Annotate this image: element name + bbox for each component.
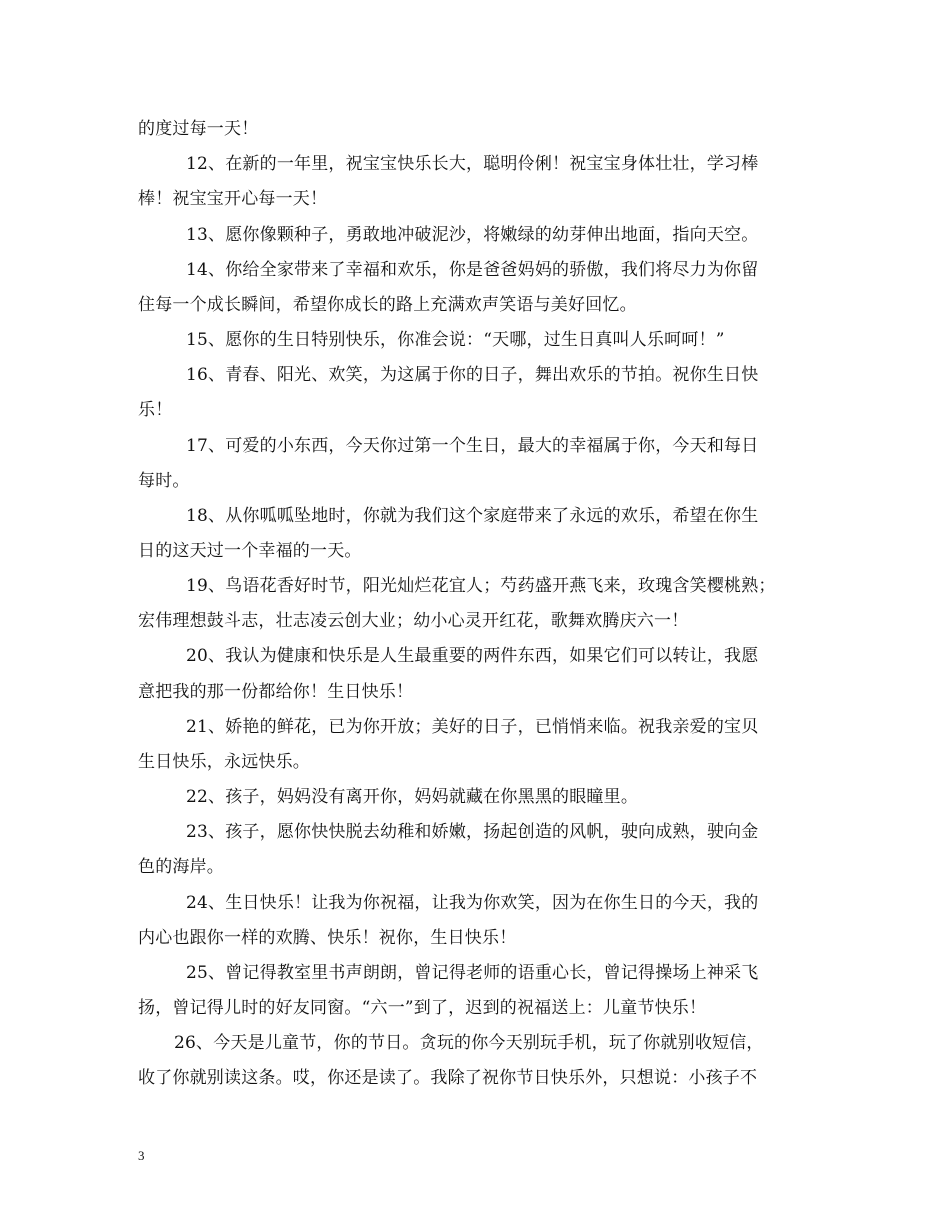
text-line: 生日快乐，永远快乐。: [138, 752, 310, 772]
text-line: 棒！祝宝宝开心每一天！: [138, 189, 328, 209]
text-line: 14、你给全家带来了幸福和欢乐，你是爸爸妈妈的骄傲，我们将尽力为你留: [186, 260, 759, 280]
text-line: 内心也跟你一样的欢腾、快乐！祝你，生日快乐！: [138, 928, 517, 948]
text-line: 住每一个成长瞬间，希望你成长的路上充满欢声笑语与美好回忆。: [138, 295, 637, 315]
text-line: 16、青春、阳光、欢笑，为这属于你的日子，舞出欢乐的节拍。祝你生日快: [186, 365, 759, 385]
text-line: 每时。: [138, 471, 190, 491]
text-line: 12、在新的一年里，祝宝宝快乐长大，聪明伶俐！祝宝宝身体壮壮，学习棒: [186, 154, 759, 174]
text-line: 13、愿你像颗种子，勇敢地冲破泥沙，将嫩绿的幼芽伸出地面，指向天空。: [186, 225, 759, 245]
text-line: 意把我的那一份都给你！生日快乐！: [138, 682, 414, 702]
page-number: 3: [138, 1148, 145, 1163]
text-line: 24、生日快乐！让我为你祝福，让我为你欢笑，因为在你生日的今天，我的: [186, 893, 759, 913]
text-line: 收了你就别读这条。哎，你还是读了。我除了祝你节日快乐外，只想说：小孩子不: [138, 1068, 758, 1088]
text-line: 26、今天是儿童节，你的节日。贪玩的你今天别玩手机，玩了你就别收短信，: [174, 1033, 764, 1053]
text-line: 23、孩子，愿你快快脱去幼稚和娇嫩，扬起创造的风帆，驶向成熟，驶向金: [186, 822, 759, 842]
text-line: 日的这天过一个幸福的一天。: [138, 541, 362, 561]
text-line: 宏伟理想鼓斗志，壮志凌云创大业；幼小心灵开红花，歌舞欢腾庆六一！: [138, 611, 689, 631]
text-line: 18、从你呱呱坠地时，你就为我们这个家庭带来了永远的欢乐，希望在你生: [186, 506, 759, 526]
text-line: 22、孩子，妈妈没有离开你，妈妈就藏在你黑黑的眼瞳里。: [186, 787, 639, 807]
text-line: 15、愿你的生日特别快乐，你准会说：“天哪，过生日真叫人乐呵呵！”: [186, 330, 725, 350]
text-line: 19、鸟语花香好时节，阳光灿烂花宜人；芍药盛开燕飞来，玫瑰含笑樱桃熟；: [186, 576, 776, 596]
text-line: 20、我认为健康和快乐是人生最重要的两件东西，如果它们可以转让，我愿: [186, 646, 759, 666]
text-line: 色的海岸。: [138, 857, 224, 877]
text-line: 的度过每一天！: [138, 119, 259, 139]
text-line: 21、娇艳的鲜花，已为你开放；美好的日子，已悄悄来临。祝我亲爱的宝贝: [186, 717, 759, 737]
text-line: 25、曾记得教室里书声朗朗，曾记得老师的语重心长，曾记得操场上神采飞: [186, 963, 759, 983]
text-line: 乐！: [138, 400, 173, 420]
text-line: 扬，曾记得儿时的好友同窗。“六一”到了，迟到的祝福送上：儿童节快乐！: [138, 998, 707, 1018]
text-line: 17、可爱的小东西，今天你过第一个生日，最大的幸福属于你，今天和每日: [186, 436, 759, 456]
